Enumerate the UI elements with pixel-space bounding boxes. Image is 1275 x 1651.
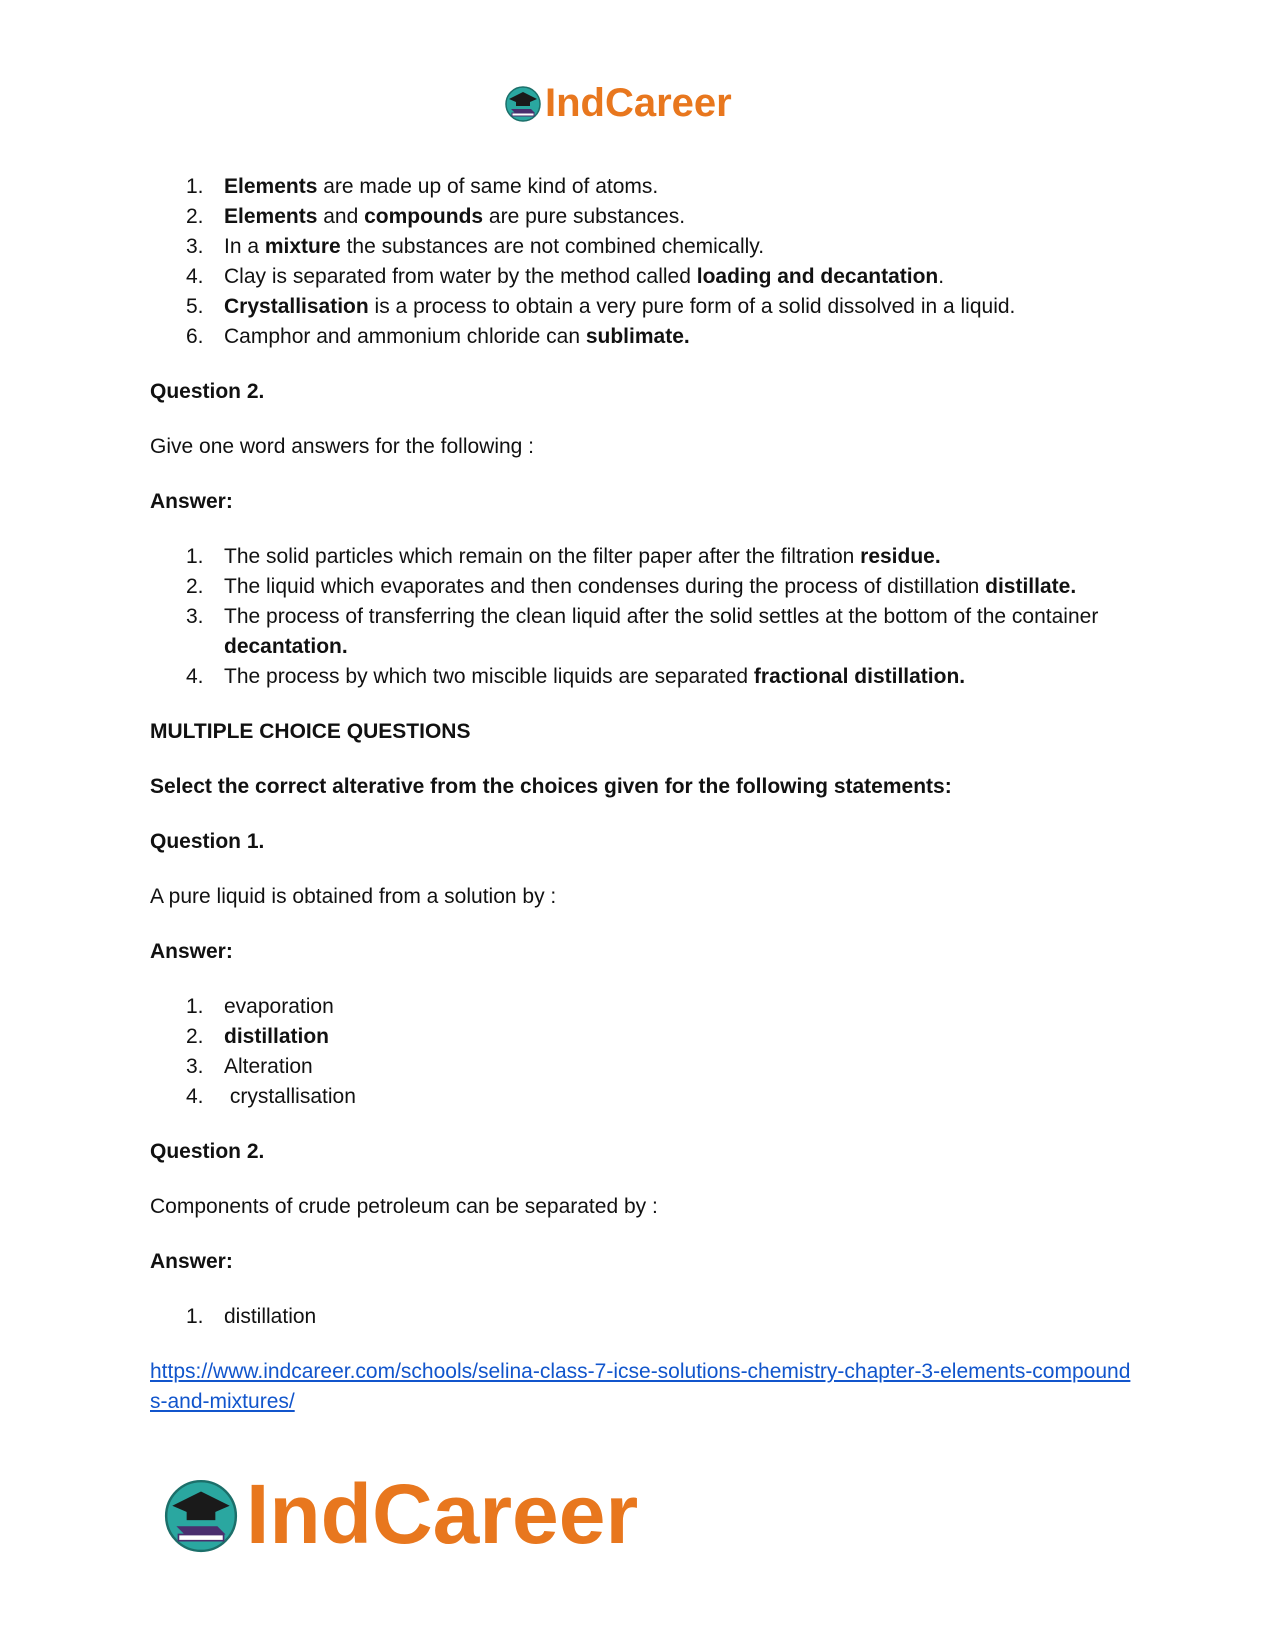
bold-text: decantation. <box>224 635 348 658</box>
list-item <box>150 992 1140 1022</box>
source-link[interactable]: https://www.indcareer.com/schools/selina-class-7-icse-solutions-chemistry-chapter-3-elements-compounds-and-mixtures/ <box>150 1360 1131 1413</box>
question-text: Give one word answers for the following : <box>150 435 535 458</box>
section-heading: MULTIPLE CHOICE QUESTIONS <box>150 720 471 743</box>
list-item <box>150 232 1140 262</box>
list-number: 1. <box>186 545 204 568</box>
list-number: 6. <box>186 325 204 348</box>
list-number: 1. <box>186 175 204 198</box>
text: Alteration <box>224 1055 313 1078</box>
list-item <box>150 1082 1140 1112</box>
answer-label: Answer: <box>150 940 233 963</box>
text: and <box>317 205 365 228</box>
text: . <box>938 265 945 288</box>
list-number: 4. <box>186 665 204 688</box>
list-number: 2. <box>186 575 204 598</box>
list-item <box>150 202 1140 232</box>
list-item <box>150 662 1140 692</box>
list-number: 3. <box>186 235 204 258</box>
bold-text: distillate. <box>985 575 1077 598</box>
list-item <box>150 292 1140 322</box>
list-item <box>150 572 1140 602</box>
question-heading: Question 1. <box>150 830 265 853</box>
choices-list <box>150 992 1140 1112</box>
list-item <box>150 1302 1140 1332</box>
text: is a process to obtain a very pure form of a solid dissolved in a liquid. <box>368 295 1016 318</box>
bold-text: Elements <box>224 205 318 228</box>
list-item <box>150 1022 1140 1052</box>
text: crystallisation <box>224 1085 356 1108</box>
list-item <box>150 262 1140 292</box>
text: are made up of same kind of atoms. <box>317 175 659 198</box>
graduation-globe-icon <box>160 1473 242 1555</box>
text: the substances are not combined chemically. <box>340 235 765 258</box>
bold-text: residue. <box>860 545 941 568</box>
list-item <box>150 542 1140 572</box>
list-item <box>150 172 1140 202</box>
text: The process of transferring the clean liquid after the solid settles at the bottom of the container <box>224 605 1105 628</box>
list-item <box>150 1052 1140 1082</box>
bold-text: mixture <box>264 235 341 258</box>
graduation-globe-icon <box>503 83 543 123</box>
section-instruction: Select the correct alterative from the choices given for the following statements: <box>150 775 952 798</box>
list-number: 2. <box>186 1025 204 1048</box>
header-logo <box>503 78 732 128</box>
text: Camphor and ammonium chloride can <box>224 325 586 348</box>
list-number: 3. <box>186 605 204 628</box>
list-number: 1. <box>186 995 204 1018</box>
footer-logo <box>160 1466 638 1562</box>
list-number: 1. <box>186 1305 204 1328</box>
bold-text: compounds <box>364 205 484 228</box>
answer-label: Answer: <box>150 1250 233 1273</box>
question-heading: Question 2. <box>150 380 265 403</box>
question-heading: Question 2. <box>150 1140 265 1163</box>
text: The process by which two miscible liquids are separated <box>224 665 754 688</box>
list-number: 5. <box>186 295 204 318</box>
document-body <box>150 172 1140 1417</box>
logo-wordmark: IndCareer <box>246 1466 639 1561</box>
list-number: 3. <box>186 1055 204 1078</box>
answer-label: Answer: <box>150 490 233 513</box>
one-word-answers-list <box>150 542 1140 692</box>
text: Clay is separated from water by the method called <box>224 265 697 288</box>
bold-text: sublimate. <box>585 325 690 348</box>
facts-list <box>150 172 1140 352</box>
text: distillation <box>224 1305 317 1328</box>
bold-text: Crystallisation <box>224 295 369 318</box>
text: are pure substances. <box>483 205 686 228</box>
text: The liquid which evaporates and then condenses during the process of distillation <box>224 575 986 598</box>
choices-list <box>150 1302 1140 1332</box>
list-item <box>150 322 1140 352</box>
bold-text: fractional distillation. <box>753 665 966 688</box>
list-number: 4. <box>186 265 204 288</box>
question-text: A pure liquid is obtained from a solution by : <box>150 885 557 908</box>
logo-wordmark: IndCareer <box>545 80 732 125</box>
bold-text: loading and decantation <box>696 265 939 288</box>
text: evaporation <box>224 995 334 1018</box>
text: In a <box>224 235 265 258</box>
list-number: 2. <box>186 205 204 228</box>
bold-text: distillation <box>224 1025 329 1048</box>
text: The solid particles which remain on the filter paper after the filtration <box>224 545 861 568</box>
question-text: Components of crude petroleum can be separated by : <box>150 1195 658 1218</box>
bold-text: Elements <box>224 175 318 198</box>
list-number: 4. <box>186 1085 204 1108</box>
list-item <box>150 602 1140 662</box>
